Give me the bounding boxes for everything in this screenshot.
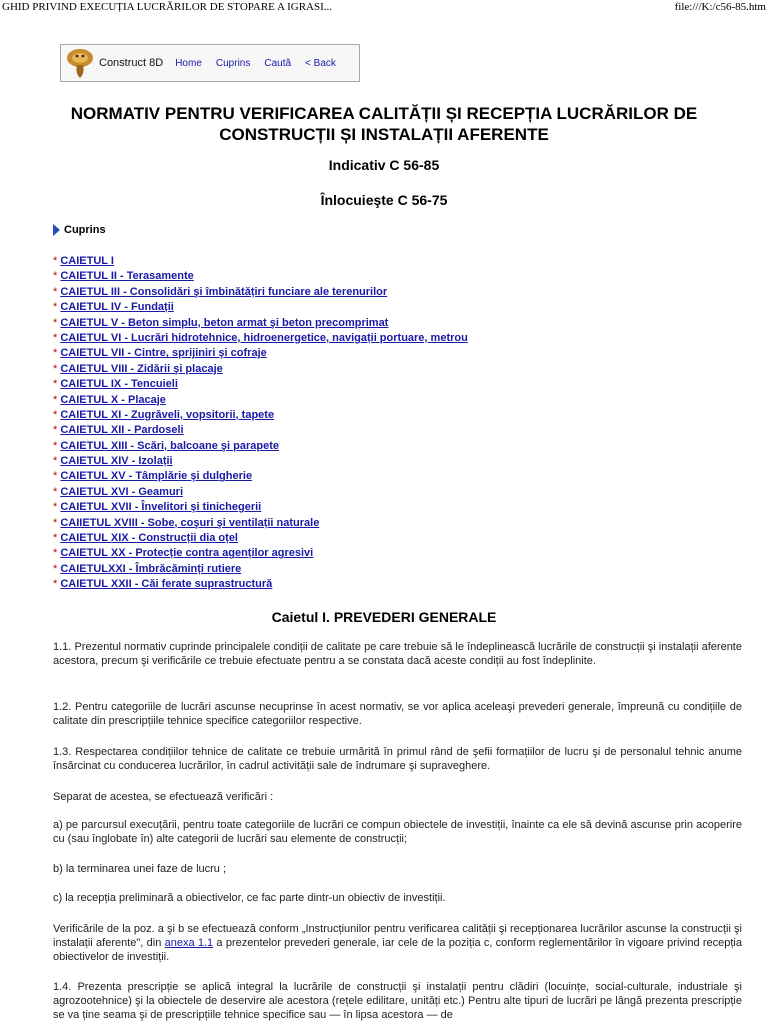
table-of-contents bbox=[53, 254, 468, 593]
paragraph-item-c: c) la recepția preliminară a obiectivelor, ce fac parte dintr-un obiectiv de investiții. bbox=[53, 892, 446, 904]
triangle-right-icon bbox=[53, 224, 60, 236]
toc-item bbox=[53, 408, 468, 423]
toc-bullet: * bbox=[53, 439, 58, 452]
print-header bbox=[0, 0, 768, 14]
toc-item bbox=[53, 346, 468, 361]
toc-item bbox=[53, 546, 468, 561]
toc-bullet: * bbox=[53, 255, 58, 267]
toc-link[interactable]: CAIETUL XVI - Geamuri bbox=[60, 485, 183, 498]
toc-item bbox=[53, 300, 468, 315]
toc-item bbox=[53, 469, 468, 484]
toc-link[interactable]: CAIETUL III - Consolidări şi îmbinătățiri funciare ale terenurilor bbox=[60, 285, 388, 298]
toc-bullet: * bbox=[53, 501, 58, 514]
toc-item bbox=[53, 362, 468, 377]
toc-bullet: * bbox=[53, 347, 58, 360]
toc-item bbox=[53, 485, 468, 500]
toc-link[interactable]: CAIETUL XIV - Izolații bbox=[60, 455, 173, 468]
paragraph-verification-rules bbox=[53, 922, 742, 964]
toc-link[interactable]: CAIETUL I bbox=[60, 255, 114, 267]
toc-bullet: * bbox=[53, 578, 58, 591]
toc-bullet: * bbox=[53, 316, 58, 329]
anexa-link[interactable]: anexa 1.1 bbox=[164, 937, 214, 949]
toc-link[interactable]: CAIETUL IV - Fundații bbox=[60, 301, 174, 314]
toc-bullet: * bbox=[53, 393, 58, 406]
toc-link[interactable]: CAIETUL XVII - Învelitori şi tinichegerii bbox=[60, 501, 262, 514]
indicativ-label: Indicativ C 56-85 bbox=[328, 157, 440, 173]
toc-item bbox=[53, 377, 468, 392]
toc-bullet: * bbox=[53, 301, 58, 314]
toc-bullet: * bbox=[53, 378, 58, 391]
paragraph-1-3: 1.3. Respectarea condițiilor tehnice de calitate ce trebuie urmărită în primul rând de şefii formațiilor de lucru şi de personalul tehnic anume însărcinat cu conducerea lucrărilor, în cadrul activității sale de îndrumare şi supraveghere. bbox=[53, 746, 742, 772]
document-title-line2: CONSTRUCȚII ȘI INSTALAȚII AFERENTE bbox=[219, 125, 549, 144]
cuprins-heading bbox=[53, 224, 106, 236]
paragraph-text: a prezentelor prevederi generale, iar cele de la poziția c, conform reglementărilor în vigoare privind recepția obiectivelor de investiții. bbox=[53, 937, 742, 963]
toc-bullet: * bbox=[53, 562, 58, 575]
toc-item bbox=[53, 454, 468, 469]
toc-link[interactable]: CAIETUL XII - Pardoseli bbox=[60, 424, 184, 437]
toc-link[interactable]: CAIIETUL XVIII - Sobe, coşuri şi ventilații naturale bbox=[60, 516, 320, 529]
toc-link[interactable]: CAIETUL XV - Tâmplărie şi dulgherie bbox=[60, 470, 253, 483]
toc-bullet: * bbox=[53, 408, 58, 421]
section-title: Caietul I. PREVEDERI GENERALE bbox=[271, 609, 497, 625]
cobra-logo-icon bbox=[65, 47, 95, 79]
toc-item bbox=[53, 423, 468, 438]
toc-item bbox=[53, 562, 468, 577]
replaces-label: Înlocuieşte C 56-75 bbox=[320, 192, 448, 208]
paragraph-item-b: b) la terminarea unei faze de lucru ; bbox=[53, 863, 227, 875]
toc-item bbox=[53, 331, 468, 346]
toc-link[interactable]: CAIETUL XIX - Construcții dia oțel bbox=[60, 532, 238, 545]
toc-item bbox=[53, 393, 468, 408]
toc-bullet: * bbox=[53, 362, 58, 375]
toc-link[interactable]: CAIETULXXI - Îmbrăcăminți rutiere bbox=[60, 562, 242, 575]
paragraph-text: Verificările de la poz. a şi b se efectuează conform „Instrucțiunilor pentru verificarea calității şi recepționarea lucrărilor ascunse la construcții şi instalații aferente", din bbox=[53, 923, 742, 949]
toc-item bbox=[53, 316, 468, 331]
toc-link[interactable]: CAIETUL VIII - Zidării şi placaje bbox=[60, 362, 223, 375]
toc-item bbox=[53, 269, 468, 284]
print-header-title: GHID PRIVIND EXECUȚIA LUCRĂRILOR DE STOPARE A IGRASI... bbox=[2, 1, 333, 13]
toc-link[interactable]: CAIETUL XX - Protecție contra agenților agresivi bbox=[60, 547, 314, 560]
toc-item bbox=[53, 500, 468, 515]
toc-item bbox=[53, 516, 468, 531]
nav-search-link[interactable]: Caută bbox=[264, 57, 292, 69]
paragraph-1-2: 1.2. Pentru categoriile de lucrări ascunse necuprinse în acest normativ, se vor aplica aceleaşi prevederi generale, împreună cu condițiile de calitate din prescripțiile tehnice specifice categoriilor respective. bbox=[53, 701, 742, 727]
toc-bullet: * bbox=[53, 270, 58, 283]
toc-bullet: * bbox=[53, 455, 58, 468]
document-title-line1: NORMATIV PENTRU VERIFICAREA CALITĂȚII ȘI RECEPȚIA LUCRĂRILOR DE bbox=[70, 104, 698, 123]
toc-bullet: * bbox=[53, 516, 58, 529]
toc-item bbox=[53, 439, 468, 454]
nav-back-link[interactable]: < Back bbox=[305, 57, 336, 69]
toc-bullet: * bbox=[53, 285, 58, 298]
toc-item bbox=[53, 285, 468, 300]
toc-link[interactable]: CAIETUL VI - Lucrări hidrotehnice, hidroenergetice, navigații portuare, metrou bbox=[60, 331, 468, 344]
paragraph-1-1: 1.1. Prezentul normativ cuprinde principalele condiții de calitate pe care trebuie să le îndeplinească lucrările de construcții şi instalații aferente acestora, precum şi verificările ce trebuie efectuate pentru a se constata dacă aceste condiții au fost îndeplinite. bbox=[53, 641, 742, 667]
toc-link[interactable]: CAIETUL IX - Tencuieli bbox=[60, 378, 178, 391]
toc-bullet: * bbox=[53, 547, 58, 560]
site-navbar bbox=[60, 44, 360, 82]
toc-link[interactable]: CAIETUL II - Terasamente bbox=[60, 270, 194, 283]
toc-link[interactable]: CAIETUL X - Placaje bbox=[60, 393, 166, 406]
toc-link[interactable]: CAIETUL XI - Zugrăveli, vopsitorii, tapete bbox=[60, 408, 275, 421]
paragraph-verifications-intro: Separat de acestea, se efectuează verificări : bbox=[53, 791, 274, 803]
toc-bullet: * bbox=[53, 485, 58, 498]
nav-home-link[interactable]: Home bbox=[175, 57, 202, 69]
toc-bullet: * bbox=[53, 331, 58, 344]
toc-bullet: * bbox=[53, 424, 58, 437]
toc-link[interactable]: CAIETUL VII - Cintre, sprijiniri şi cofraje bbox=[60, 347, 267, 360]
toc-item bbox=[53, 577, 468, 592]
toc-bullet: * bbox=[53, 470, 58, 483]
brand-name: Construct 8D bbox=[99, 57, 164, 69]
paragraph-item-a: a) pe parcursul execuțării, pentru toate categoriile de lucrări ce compun obiectele de investiții, înainte ca ele să devină ascunse prin acoperire cu (sau înglobate în) alte categorii de lucrări sau elemente de construcții; bbox=[53, 819, 742, 845]
document-title bbox=[20, 103, 748, 145]
toc-link[interactable]: CAIETUL V - Beton simplu, beton armat şi beton precomprimat bbox=[60, 316, 389, 329]
print-header-url: file:///K:/c56-85.htm bbox=[674, 1, 766, 13]
paragraph-1-4: 1.4. Prezenta prescripție se aplică integral la lucrările de construcții şi instalații pentru clădiri (locuințe, social-culturale, industriale şi agrozootehnice) şi la obiectele de deservire ale acestora (rețele edilitare, unități etc.) Pentru alte tipuri de lucrări pe lângă prezenta prescripție se va ține seama şi de prescripțiile tehnice specifice sau — în lipsa acestora — de bbox=[53, 981, 742, 1021]
toc-link[interactable]: CAIETUL XIII - Scări, balcoane şi parapete bbox=[60, 439, 279, 452]
toc-link[interactable]: CAIETUL XXII - Căi ferate suprastructură bbox=[60, 578, 273, 591]
nav-cuprins-link[interactable]: Cuprins bbox=[215, 57, 251, 69]
toc-bullet: * bbox=[53, 532, 58, 545]
toc-item bbox=[53, 254, 468, 269]
cuprins-heading-label: Cuprins bbox=[64, 224, 106, 236]
toc-item bbox=[53, 531, 468, 546]
